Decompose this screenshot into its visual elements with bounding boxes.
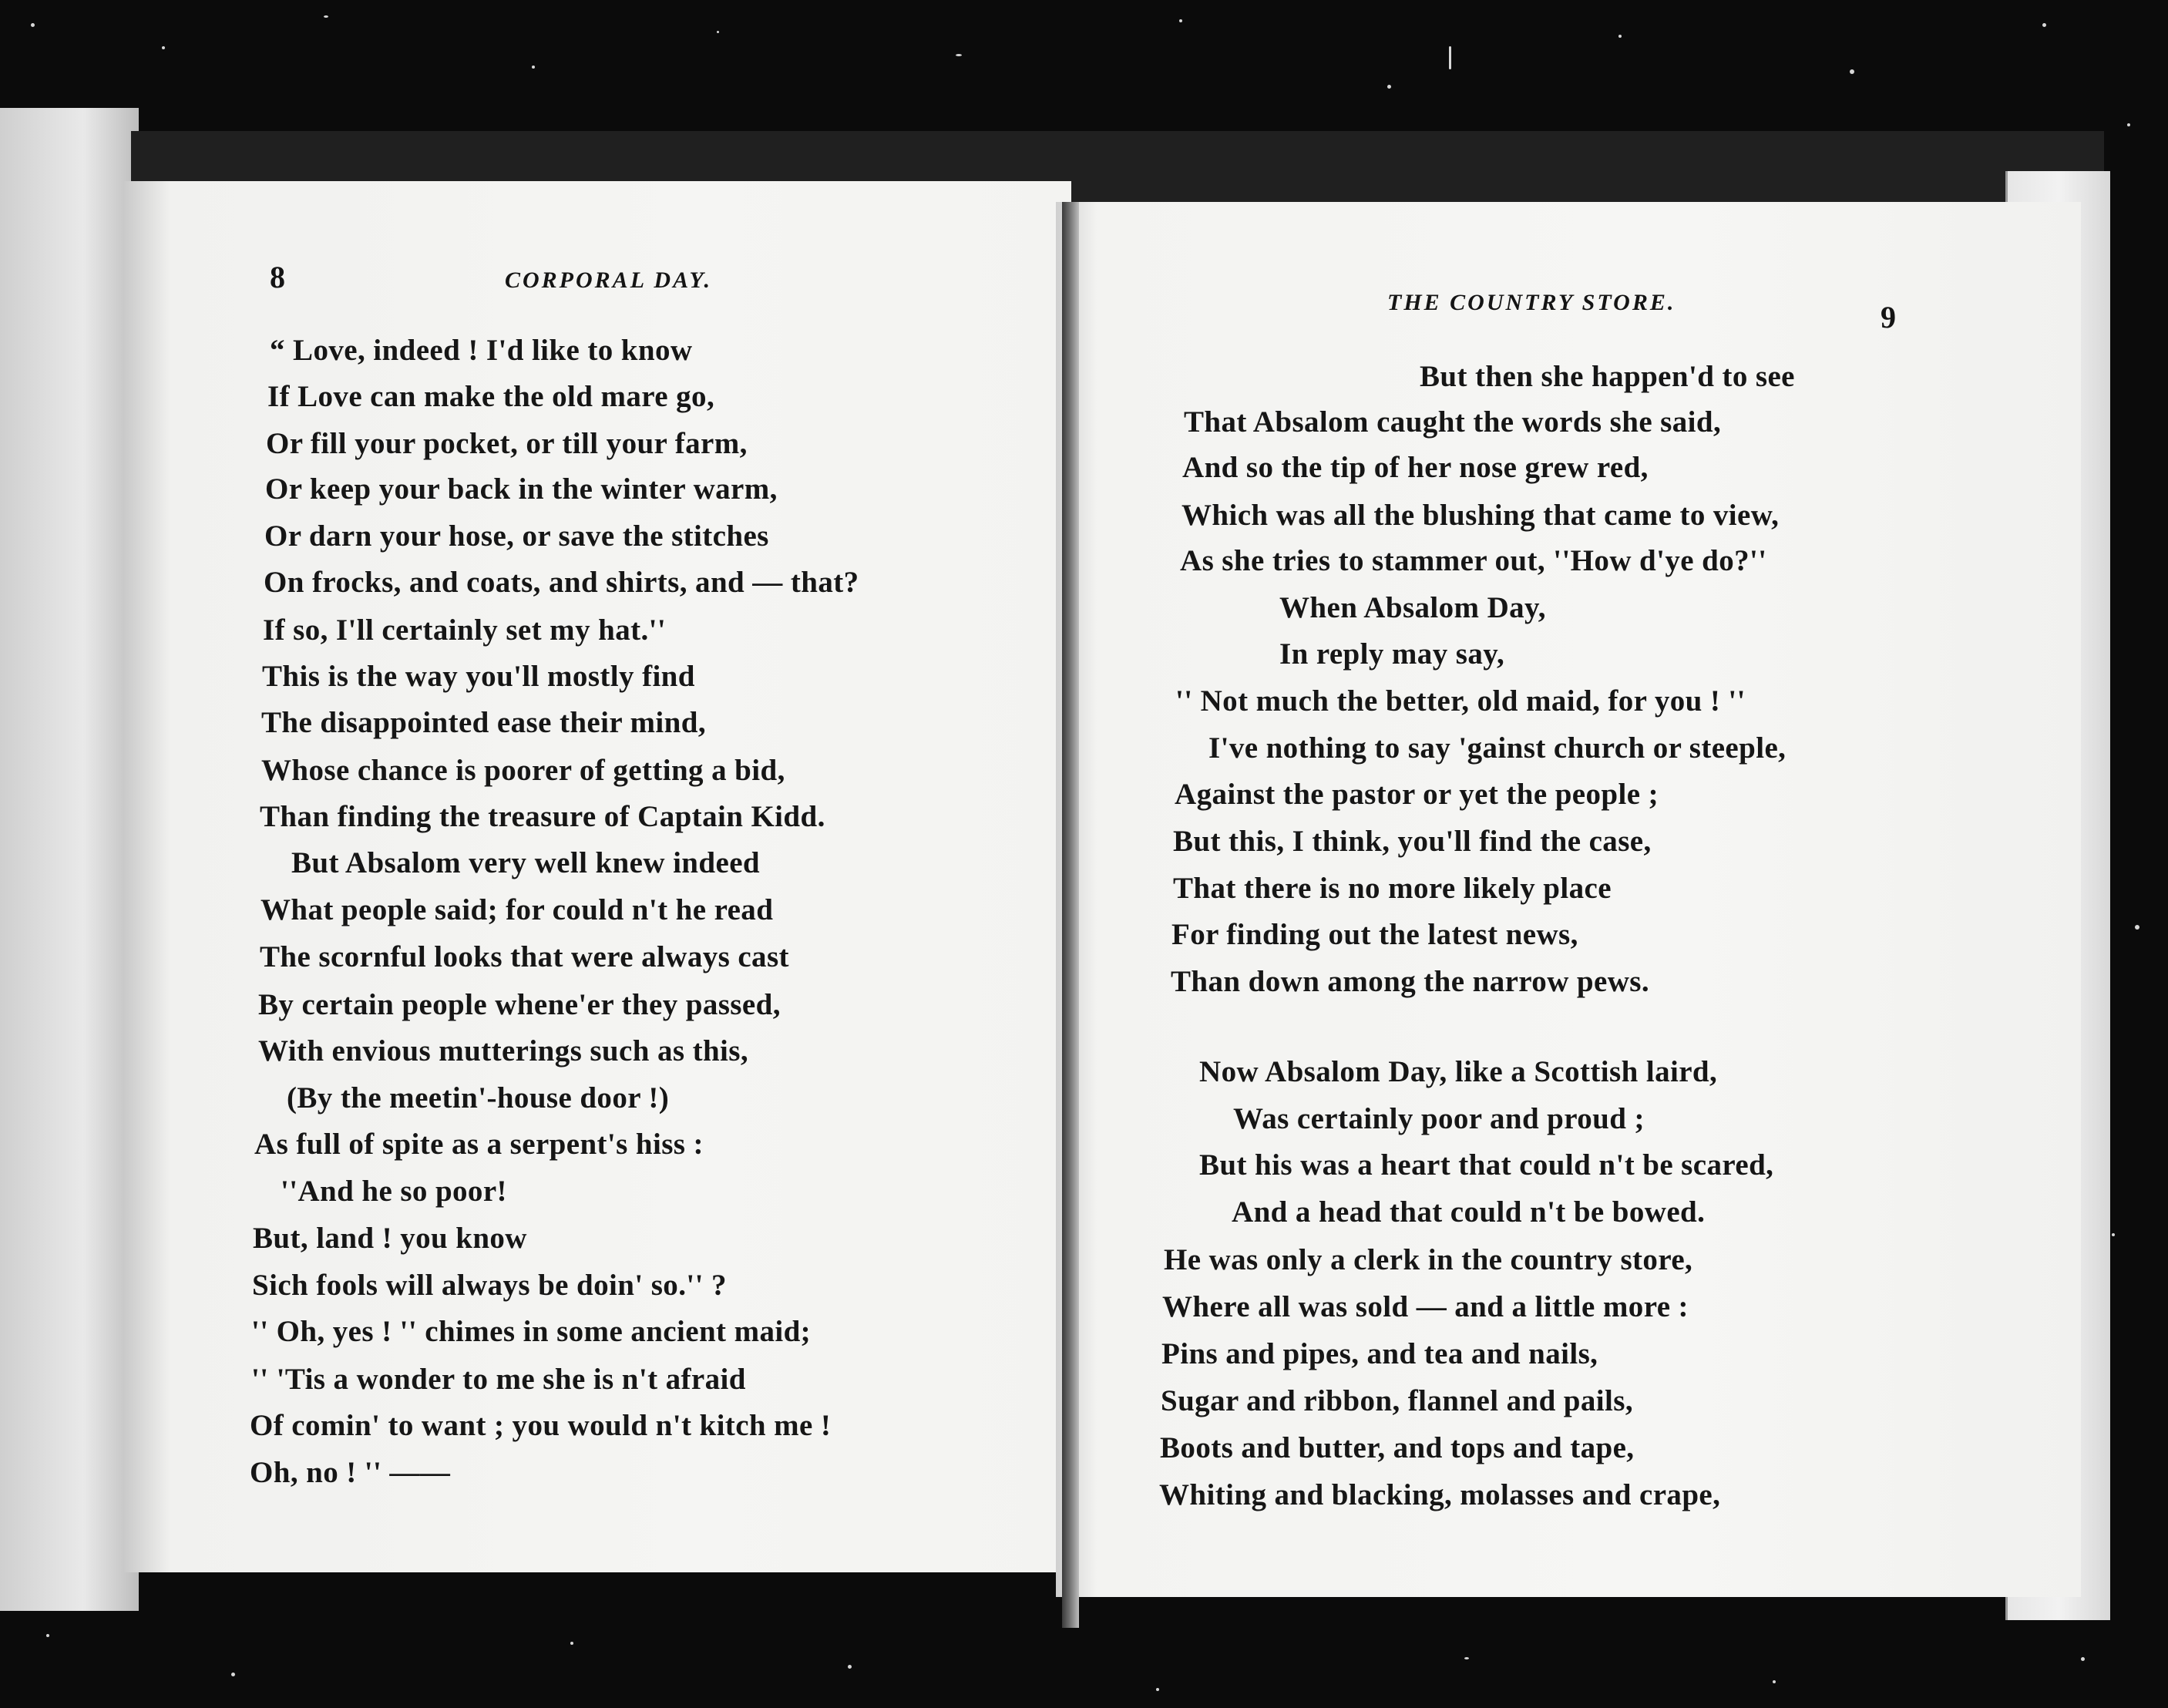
- verse-line: Was certainly poor and proud ;: [1233, 1102, 1645, 1135]
- dust-speck: [1449, 46, 1451, 69]
- verse-line: By certain people whene'er they passed,: [258, 988, 781, 1021]
- dust-speck: [532, 66, 535, 69]
- dust-speck: [231, 1673, 235, 1676]
- verse-line: Oh, no ! '' ——: [250, 1456, 451, 1489]
- dust-speck: [1156, 1688, 1159, 1691]
- verse-line: Than finding the treasure of Captain Kidd.: [260, 800, 825, 833]
- verse-line: Sugar and ribbon, flannel and pails,: [1161, 1384, 1633, 1417]
- verse-line: Or darn your hose, or save the stitches: [264, 519, 769, 553]
- dust-speck: [1387, 85, 1391, 89]
- verse-line: Whiting and blacking, molasses and crape,: [1159, 1478, 1721, 1511]
- verse-line: But, land ! you know: [253, 1222, 527, 1255]
- verse-line: If so, I'll certainly set my hat.'': [263, 614, 667, 647]
- adjacent-page-edge: [0, 108, 139, 1611]
- verse-line: (By the meetin'-house door !): [287, 1081, 670, 1115]
- verse-line: That Absalom caught the words she said,: [1184, 405, 1722, 439]
- verse-line: '' Oh, yes ! '' chimes in some ancient maid;: [251, 1315, 812, 1348]
- verse-line: Which was all the blushing that came to view,: [1181, 499, 1780, 532]
- verse-line: In reply may say,: [1279, 637, 1505, 671]
- verse-line: What people said; for could n't he read: [260, 893, 774, 926]
- verse-line: Or fill your pocket, or till your farm,: [266, 427, 748, 460]
- verse-line: '' 'Tis a wonder to me she is n't afraid: [251, 1363, 746, 1396]
- verse-line: Whose chance is poorer of getting a bid,: [261, 754, 785, 787]
- dust-speck: [570, 1642, 573, 1645]
- verse-line: The scornful looks that were always cast: [260, 940, 789, 973]
- verse-line: For finding out the latest news,: [1171, 918, 1578, 951]
- verse-line: And so the tip of her nose grew red,: [1182, 451, 1649, 484]
- dust-speck: [162, 46, 165, 49]
- verse-line: And a head that could n't be bowed.: [1232, 1195, 1706, 1229]
- verse-line: ''And he so poor!: [281, 1175, 507, 1208]
- verse-line: Of comin' to want ; you would n't kitch me !: [250, 1409, 832, 1442]
- dust-speck: [2081, 1657, 2085, 1661]
- verse-line: Pins and pipes, and tea and nails,: [1161, 1337, 1598, 1370]
- verse-line: With envious mutterings such as this,: [258, 1034, 749, 1068]
- running-head: CORPORAL DAY.: [505, 267, 713, 293]
- verse-line: Where all was sold — and a little more :: [1162, 1290, 1689, 1323]
- verse-line: Now Absalom Day, like a Scottish laird,: [1199, 1055, 1718, 1088]
- verse-line: But his was a heart that could n't be scared,: [1199, 1148, 1774, 1182]
- verse-line: But then she happen'd to see: [1420, 360, 1795, 393]
- dust-speck: [1773, 1680, 1776, 1683]
- verse-line: Sich fools will always be doin' so.'' ?: [252, 1269, 727, 1302]
- verse-line: When Absalom Day,: [1279, 591, 1546, 624]
- verse-line: I've nothing to say 'gainst church or steeple,: [1208, 731, 1786, 765]
- verse-line: That there is no more likely place: [1173, 872, 1612, 905]
- dust-speck: [717, 31, 719, 33]
- dust-speck: [1464, 1657, 1469, 1659]
- verse-line: Or keep your back in the winter warm,: [265, 472, 778, 506]
- dust-speck: [31, 23, 35, 27]
- verse-line: As she tries to stammer out, ''How d'ye do?'': [1180, 544, 1767, 577]
- verse-line: But Absalom very well knew indeed: [291, 846, 760, 879]
- dust-speck: [1618, 35, 1622, 38]
- dust-speck: [956, 54, 962, 56]
- page-gutter: [1062, 202, 1079, 1628]
- dust-speck: [2127, 123, 2130, 126]
- dust-speck: [1850, 69, 1854, 74]
- dust-speck: [46, 1634, 49, 1637]
- verse-line: He was only a clerk in the country store,: [1164, 1243, 1693, 1276]
- running-head: THE COUNTRY STORE.: [1387, 290, 1676, 315]
- verse-line: “ Love, indeed ! I'd like to know: [270, 334, 693, 367]
- verse-line: Boots and butter, and tops and tape,: [1160, 1431, 1635, 1464]
- verse-line: On frocks, and coats, and shirts, and — that?: [264, 566, 859, 599]
- dust-speck: [2042, 23, 2046, 27]
- verse-line: But this, I think, you'll find the case,: [1173, 825, 1652, 858]
- verse-line: If Love can make the old mare go,: [267, 380, 715, 413]
- verse-line: This is the way you'll mostly find: [262, 660, 695, 693]
- dust-speck: [2112, 1233, 2115, 1236]
- verse-line: As full of spite as a serpent's hiss :: [254, 1128, 704, 1161]
- page-number: 9: [1881, 300, 1896, 335]
- verse-line: The disappointed ease their mind,: [261, 706, 706, 739]
- verse-line: Against the pastor or yet the people ;: [1175, 778, 1659, 811]
- verse-line: Than down among the narrow pews.: [1171, 965, 1650, 998]
- dust-speck: [2135, 925, 2139, 930]
- page-number: 8: [270, 260, 285, 294]
- verse-line: '' Not much the better, old maid, for you ! '': [1175, 684, 1746, 718]
- dust-speck: [1179, 19, 1182, 22]
- dust-speck: [848, 1665, 852, 1669]
- dust-speck: [324, 15, 328, 18]
